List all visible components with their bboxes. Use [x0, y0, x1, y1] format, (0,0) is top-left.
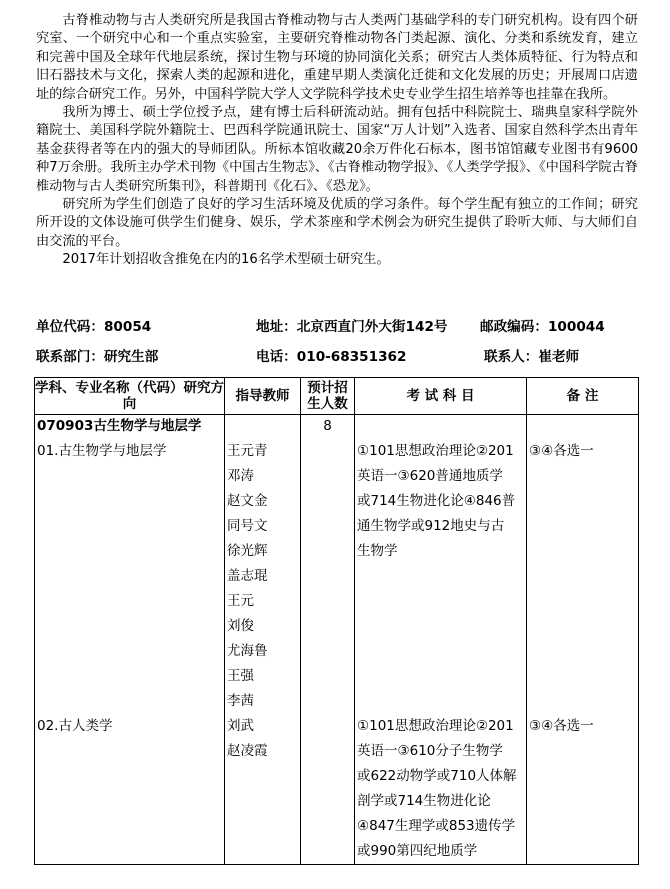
table-row: [35, 415, 639, 440]
advisor-name: 同号文: [227, 518, 268, 534]
advisor-name: 赵文金: [227, 493, 268, 509]
header-subject: 学科、专业名称（代码）研究方向: [35, 378, 225, 415]
intro-paragraph: 古脊椎动物与古人类研究所是我国古脊椎动物与古人类两门基础学科的专门研究机构。设有四个研究室、一个研究中心和一个重点实验室，主要研究脊椎动物各门类起源、演化、分类和系统发育，建立和完善中国及全球年代地层系统，探讨生物与环境的协同演化关系；研究古人类体质特征、行为特点和旧石器技术与文化，探索人类的起源和进化，重建早期人类演化迁徙和文化发展的历史；开展周口店遗址的综合研究工作。另外，中国科学院大学人文学院科学技术史专业学生招生培养等也挂靠在我所。: [36, 13, 638, 102]
enrollment-table: [34, 377, 639, 865]
phone: 电话：010-68351362: [256, 349, 407, 365]
intro-paragraph: 研究所为学生们创造了良好的学习生活环境及优质的学习条件。每个学生配有独立的工作间；研究所开设的文体设施可供学生们健身、娱乐，学术茶座和学术例会为研究生提供了聆听大师、与大师们自由交流的平台。: [36, 197, 638, 249]
department: 联系部门：研究生部: [36, 349, 159, 365]
advisor-name: 邓涛: [227, 468, 254, 484]
postcode: 邮政编码：100044: [480, 319, 605, 335]
header-advisors: 指导教师: [225, 378, 301, 415]
subject-name: 070903古生物学与地层学: [37, 418, 202, 434]
advisor-name: 盖志琨: [227, 568, 268, 584]
exam-line: 英语一③610分子生物学: [357, 743, 503, 759]
exam-line: 剖学或714生物进化论: [357, 793, 491, 809]
exam-line: ①101思想政治理论②201: [357, 443, 514, 459]
header-exam: 考 试 科 目: [355, 378, 527, 415]
exam-line: ①101思想政治理论②201: [357, 718, 514, 734]
quota-value: 8: [323, 418, 332, 434]
exam-line: 或622动物学或710人体解: [357, 768, 517, 784]
exam-line: 或714生物进化论④846普: [357, 493, 516, 509]
advisor-name: 刘俊: [227, 618, 254, 634]
header-notes: 备 注: [527, 378, 639, 415]
advisor-name: 徐光辉: [227, 543, 268, 559]
unit-code: 单位代码：80054: [36, 319, 152, 335]
note-text: ③④各选一: [529, 718, 594, 734]
direction-name: 02.古人类学: [37, 718, 113, 734]
advisor-name: 王强: [227, 668, 254, 684]
exam-line: 英语一③620普通地质学: [357, 468, 503, 484]
table-row: [35, 439, 639, 714]
note-text: ③④各选一: [529, 443, 594, 459]
advisor-name: 赵凌霞: [227, 743, 268, 759]
header-quota: 预计招生人数: [301, 378, 355, 415]
exam-line: ④847生理学或853遗传学: [357, 818, 516, 834]
intro-text: [36, 12, 638, 270]
contact: 联系人：崔老师: [484, 349, 580, 365]
exam-line: 或990第四纪地质学: [357, 843, 478, 859]
direction-name: 01.古生物学与地层学: [37, 443, 167, 459]
advisor-name: 尤海鲁: [227, 643, 268, 659]
table-header-row: [35, 378, 639, 415]
intro-paragraph: 我所为博士、硕士学位授予点，建有博士后科研流动站。拥有包括中科院院士、瑞典皇家科学院外籍院士、美国科学院外籍院士、巴西科学院通讯院士、国家“万人计划”入选者、国家自然科学杰出青年基金获得者等在内的强大的导师团队。所标本馆收藏20余万件化石标本，图书馆馆藏专业图书有9600种7万余册。我所主办学术刊物《中国古生物志》、《古脊椎动物学报》、《人类学学报》、《中国科学院古脊椎动物与古人类研究所集刊》，科普期刊《化石》、《恐龙》。: [36, 105, 638, 194]
advisor-name: 王元青: [227, 443, 268, 459]
exam-line: 生物学: [357, 543, 398, 559]
advisor-name: 王元: [227, 593, 254, 609]
advisor-name: 刘武: [227, 718, 254, 734]
table-row: [35, 714, 639, 865]
advisor-name: 李茜: [227, 693, 254, 709]
exam-line: 通生物学或912地史与古: [357, 518, 505, 534]
intro-paragraph: 2017年计划招收含推免在内的16名学术型硕士研究生。: [62, 252, 390, 268]
address: 地址：北京西直门外大街142号: [256, 319, 448, 335]
